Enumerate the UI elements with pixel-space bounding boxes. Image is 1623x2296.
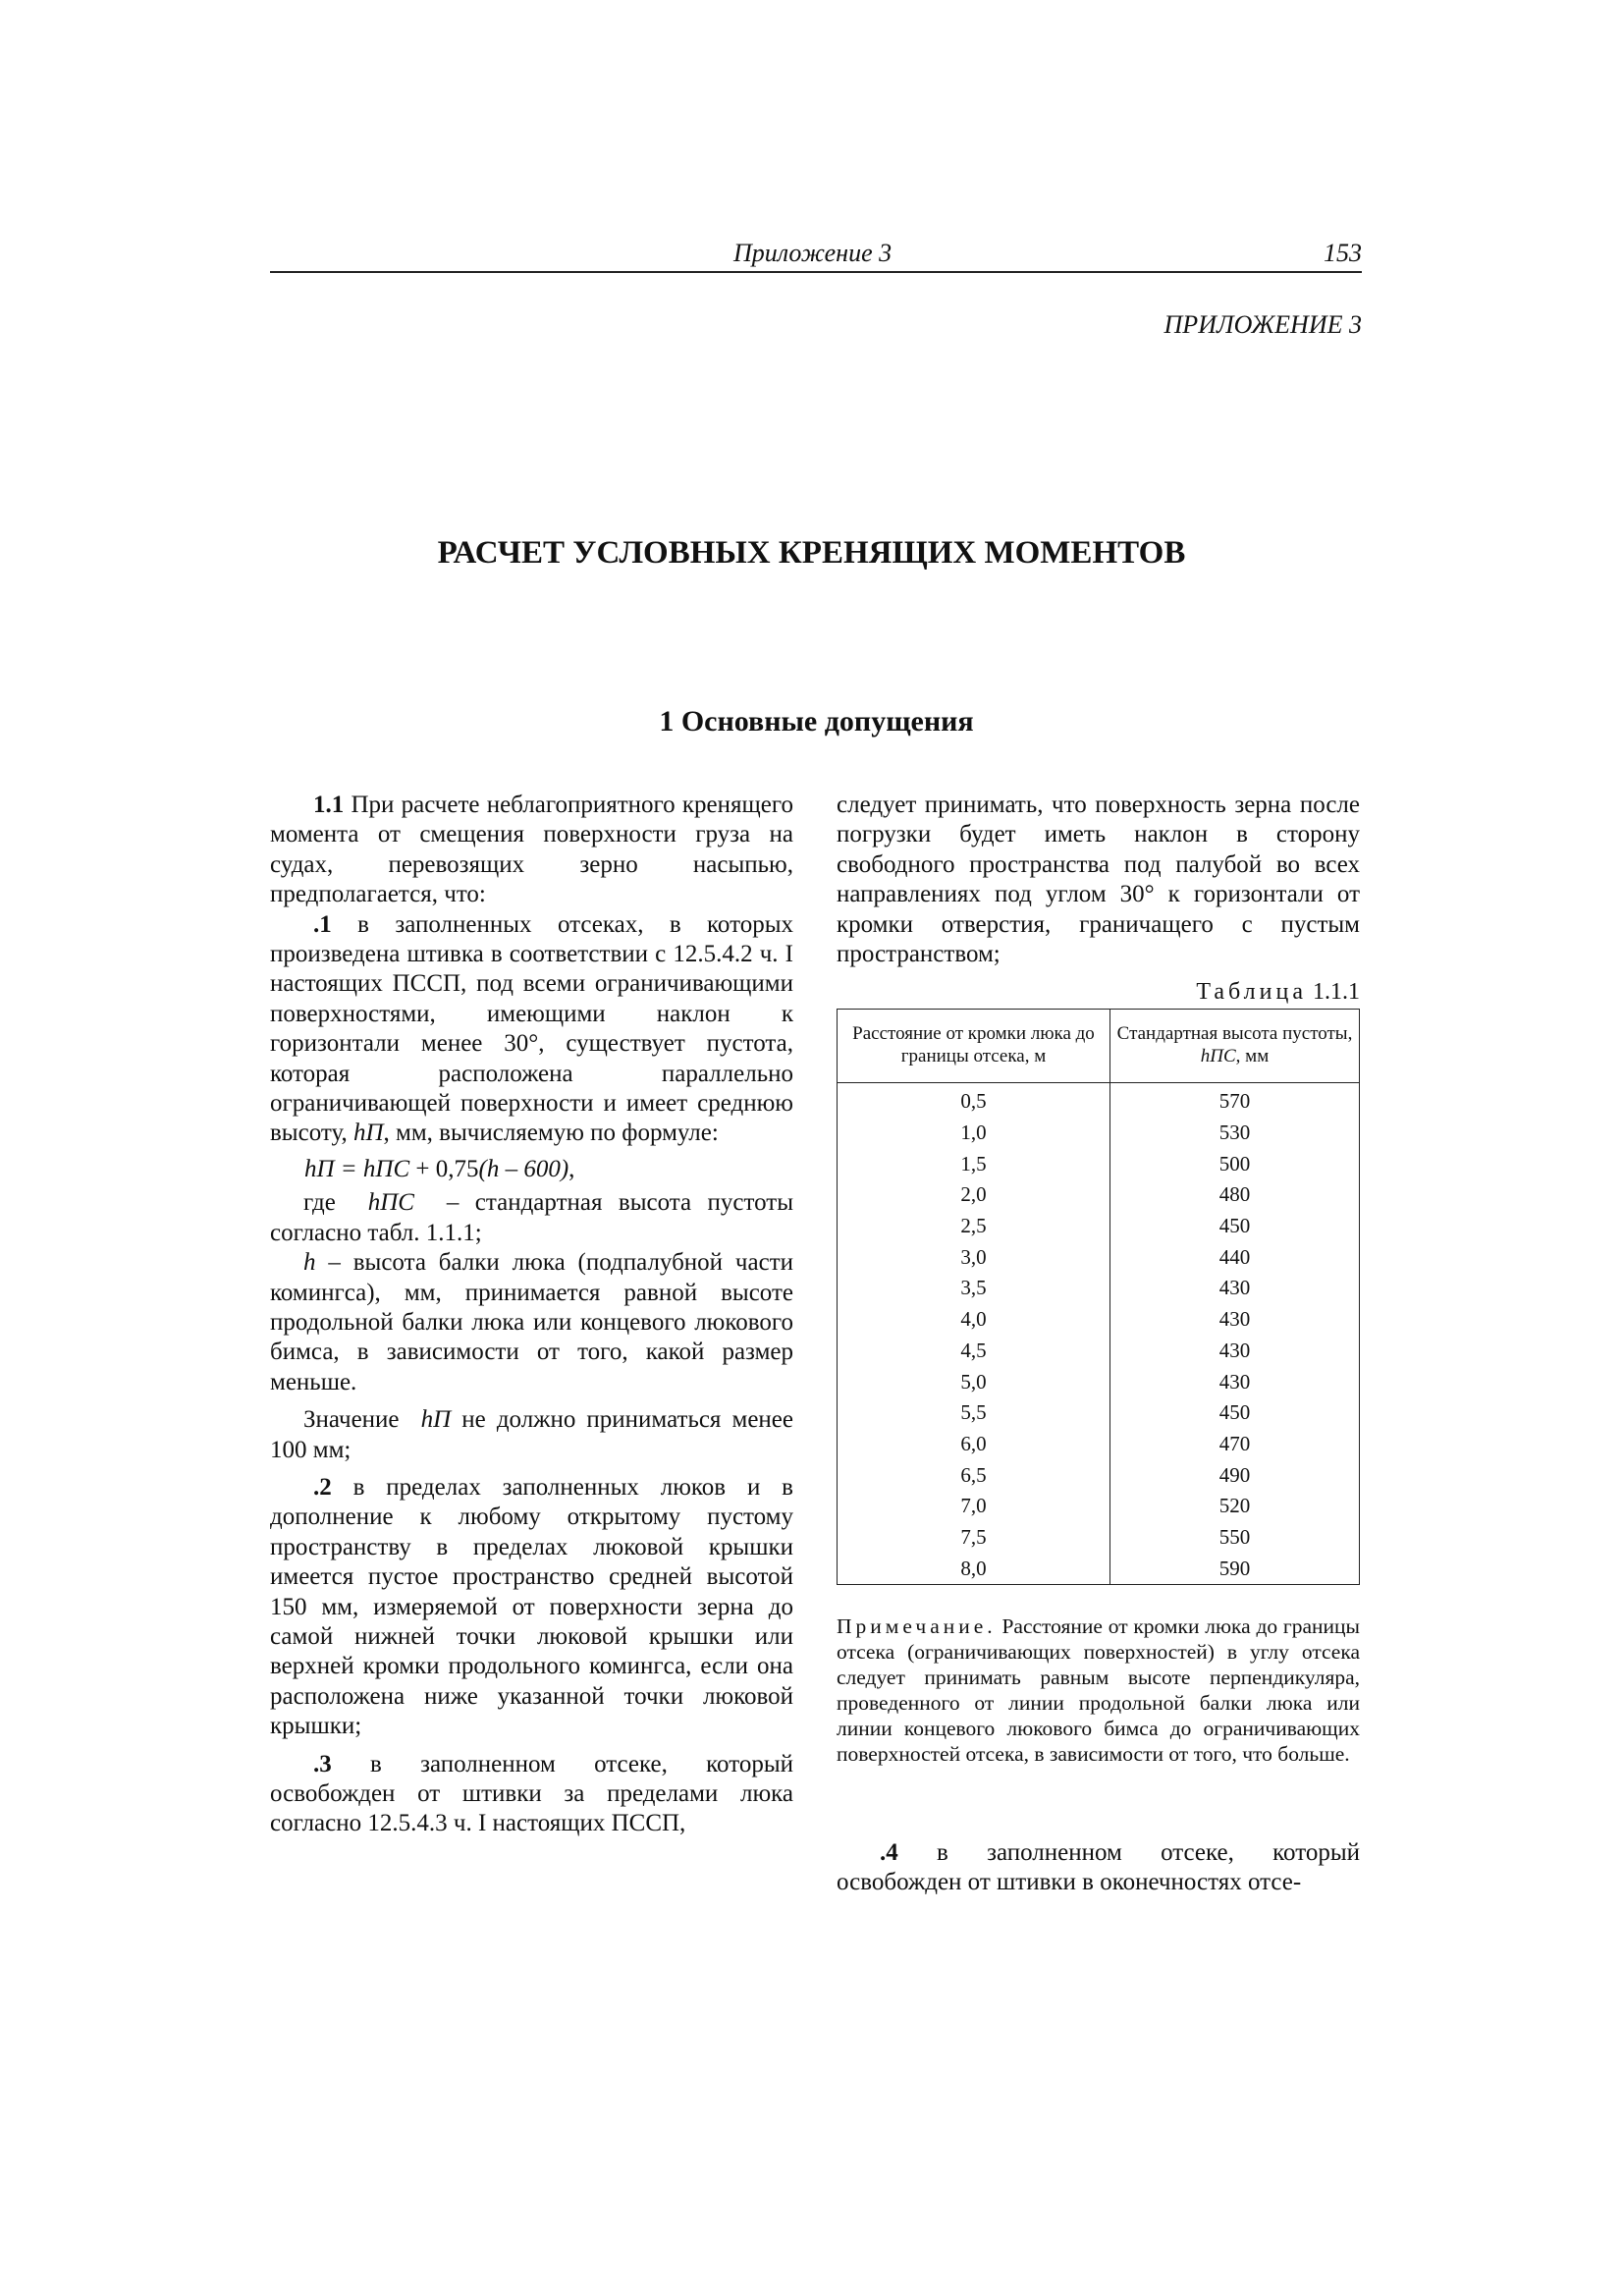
void-height-cell: 430 [1110, 1366, 1360, 1397]
paragraph-text: При расчете неблагоприятного кренящего момента от смещения поверхности груза на судах, перевозящих зерно насыпью, предполагается, что: [270, 792, 793, 908]
void-height-cell: 430 [1110, 1273, 1360, 1304]
item-text-tail: , мм, вычисляемую по формуле: [383, 1120, 719, 1147]
value-constraint [270, 1405, 793, 1465]
distance-cell: 2,0 [838, 1179, 1110, 1211]
item-number: .2 [313, 1473, 332, 1501]
void-height-cell: 430 [1110, 1336, 1360, 1367]
appendix-label: ПРИЛОЖЕНИЕ 3 [1163, 310, 1362, 339]
section-title: 1 Основные допущения [659, 705, 974, 738]
void-height-cell: 570 [1110, 1083, 1360, 1118]
distance-cell: 6,5 [838, 1459, 1110, 1491]
distance-cell: 1,0 [838, 1118, 1110, 1149]
table-body [838, 1083, 1360, 1585]
value-label: Значение [303, 1406, 400, 1434]
column-header-text: Стандартная высота пустоты, [1116, 1023, 1353, 1044]
distance-cell: 2,5 [838, 1211, 1110, 1242]
symbol-h: h [303, 1249, 316, 1277]
formula [270, 1155, 793, 1184]
table-row [838, 1148, 1360, 1179]
distance-cell: 4,0 [838, 1304, 1110, 1336]
table-caption-word: Таблица [1196, 979, 1307, 1005]
void-height-table [837, 1009, 1360, 1585]
paragraph-item-3 [270, 1750, 793, 1839]
item-text: в заполненных отсеках, в которых произведена штивка в соответствии с 12.5.4.2 ч. I настоящих ПССП, под всеми ограничивающими поверхностями, имеющими наклон к горизонтали менее 30°, существует пустота, которая расположена параллельно ограничивающей поверхности и имеет среднюю высоту, [270, 910, 793, 1147]
running-header-title: Приложение 3 [733, 239, 893, 267]
where-clause [270, 1188, 793, 1248]
paragraph-item-2 [270, 1473, 793, 1742]
paragraph-number: 1.1 [313, 792, 345, 818]
void-height-cell: 480 [1110, 1179, 1360, 1211]
table-header-row [838, 1010, 1360, 1083]
symbol-h-ps: hПС [367, 1189, 414, 1217]
formula-lhs: hП = hПС [304, 1155, 410, 1182]
table-row [838, 1118, 1360, 1149]
paragraph-1-1 [270, 791, 793, 910]
distance-cell: 3,0 [838, 1241, 1110, 1273]
formula-bracket: (h – 600) [478, 1155, 569, 1182]
table-row [838, 1211, 1360, 1242]
item-number: .3 [313, 1750, 332, 1777]
table-row [838, 1459, 1360, 1491]
table-row [838, 1522, 1360, 1554]
distance-cell: 1,5 [838, 1148, 1110, 1179]
table-row [838, 1366, 1360, 1397]
distance-cell: 3,5 [838, 1273, 1110, 1304]
table-row [838, 1491, 1360, 1522]
item-text: в заполненном отсеке, который освобожден от штивки за пределами люка согласно 12.5.4.3 ч. I настоящих ПССП, [270, 1750, 793, 1837]
table-caption [1196, 979, 1360, 1006]
table-row [838, 1241, 1360, 1273]
formula-coefficient: + 0,75 [409, 1155, 479, 1182]
symbol-h-p-2: hП [420, 1406, 452, 1434]
note-label: Примечание. [837, 1614, 997, 1638]
table-row [838, 1083, 1360, 1118]
distance-cell: 5,0 [838, 1366, 1110, 1397]
where-label: где [303, 1189, 336, 1217]
void-height-cell: 450 [1110, 1397, 1360, 1429]
table-row [838, 1273, 1360, 1304]
table-row [838, 1304, 1360, 1336]
column-header-distance: Расстояние от кромки люка до границы отсека, м [838, 1010, 1110, 1083]
distance-cell: 4,5 [838, 1336, 1110, 1367]
item-number: .4 [880, 1839, 898, 1866]
void-height-cell: 520 [1110, 1491, 1360, 1522]
distance-cell: 7,5 [838, 1522, 1110, 1554]
void-height-cell: 490 [1110, 1459, 1360, 1491]
table-row [838, 1429, 1360, 1460]
left-column [270, 791, 793, 1839]
distance-cell: 6,0 [838, 1429, 1110, 1460]
void-height-cell: 430 [1110, 1304, 1360, 1336]
paragraph-item-4 [837, 1838, 1360, 1898]
continued-paragraph: следует принимать, что поверхность зерна после погрузки будет иметь наклон в сторону свободного пространства под палубой во всех направлениях под углом 30° к горизонтали от кромки отверстия, граничащего с пустым пространством; [837, 792, 1360, 968]
value-text: не должно приниматься менее 100 мм; [270, 1406, 793, 1463]
symbol-h-ps-header: hПС [1200, 1046, 1236, 1066]
distance-cell: 7,0 [838, 1491, 1110, 1522]
item-text: в заполненном отсеке, который освобожден от штивки в оконечностях отсе- [837, 1839, 1360, 1896]
table-row [838, 1336, 1360, 1367]
h-definition-text: – высота балки люка (подпалубной части комингса), мм, принимается равной высоте продольной балки люка или концевого люкового бимса, в зависимости от того, какой размер меньше. [270, 1249, 793, 1395]
table-caption-number: 1.1.1 [1313, 979, 1360, 1005]
note-text: Расстояние от кромки люка до границы отсека (ограничивающих поверхностей) в углу отсека следует принимать равным высоте перпендикуляра, проведенного от линии продольной балки люка или линии концевого люкового бимса до ограничивающих поверхностей отсека, в зависимости от того, что больше. [837, 1614, 1360, 1766]
column-header-void-height [1110, 1010, 1360, 1083]
table-row [838, 1553, 1360, 1584]
void-height-cell: 550 [1110, 1522, 1360, 1554]
item-number: .1 [313, 910, 332, 938]
table-row [838, 1179, 1360, 1211]
paragraph-item-1 [270, 910, 793, 1149]
table-note [837, 1613, 1360, 1767]
formula-comma: , [568, 1155, 575, 1182]
distance-cell: 0,5 [838, 1083, 1110, 1118]
symbol-h-p: hП [352, 1120, 384, 1147]
distance-cell: 8,0 [838, 1553, 1110, 1584]
void-height-cell: 530 [1110, 1118, 1360, 1149]
page-number: 153 [1324, 239, 1362, 267]
item-text: в пределах заполненных люков и в дополнение к любому открытому пустому пространству в пределах люковой крышки имеется пустое пространство средней высотой 150 мм, измеряемой от поверхности зерна до самой нижней точки люковой крышки или верхней кромки продольного комингса, если она расположена ниже указанной точки люковой крышки; [270, 1473, 793, 1740]
void-height-cell: 500 [1110, 1148, 1360, 1179]
running-header [270, 239, 1362, 273]
distance-cell: 5,5 [838, 1397, 1110, 1429]
void-height-cell: 470 [1110, 1429, 1360, 1460]
column-header-unit: , мм [1235, 1046, 1270, 1066]
right-column [837, 791, 1360, 969]
where-text: – стандартная высота пустоты согласно табл. 1.1.1; [270, 1189, 794, 1246]
page-title: РАСЧЕТ УСЛОВНЫХ КРЕНЯЩИХ МОМЕНТОВ [437, 535, 1186, 571]
void-height-cell: 440 [1110, 1241, 1360, 1273]
h-definition [270, 1248, 793, 1397]
void-height-cell: 450 [1110, 1211, 1360, 1242]
table-row [838, 1397, 1360, 1429]
void-height-cell: 590 [1110, 1553, 1360, 1584]
